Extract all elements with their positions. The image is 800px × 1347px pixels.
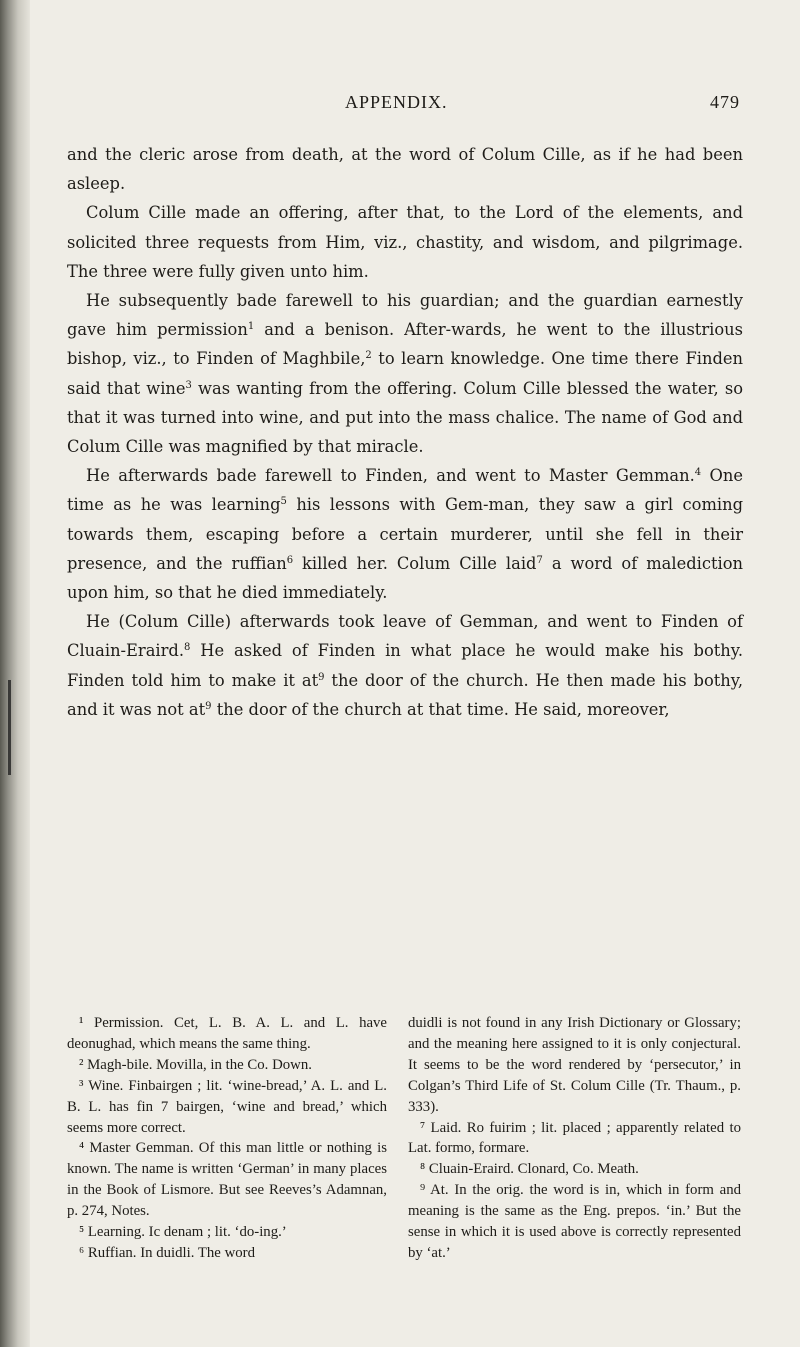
page-header	[345, 92, 740, 122]
footnote-5: ⁵ Learning. Ic denam ; lit. ‘do-ing.’	[79, 1224, 287, 1241]
footnote-ref-6: 6	[286, 554, 294, 566]
book-gutter-shadow	[0, 0, 30, 1347]
footnote-ref-4: 4	[694, 467, 702, 479]
footnote-ref-9: 9	[205, 700, 212, 712]
footnote-ref-3: 3	[185, 379, 192, 391]
footnote-6: ⁶ Ruffian. In duidli. The word	[79, 1244, 255, 1261]
text-segment: the door of the church at that time. He said, moreover,	[211, 699, 670, 719]
footnote-2: ² Magh-bile. Movilla, in the Co. Down.	[79, 1056, 312, 1073]
text-segment: the door of the church. He then made his bothy, and it was not at	[67, 670, 743, 719]
text-segment: killed her. Colum Cille laid	[293, 553, 537, 573]
footnote-ref-1: 1	[247, 321, 255, 333]
gutter-mark	[8, 680, 11, 775]
footnote-7: ⁷ Laid. Ro fuirim ; lit. placed ; apparently related to Lat. formo, formare.	[408, 1119, 741, 1157]
footnote-ref-5: 5	[280, 496, 287, 508]
footnote-ref-9: 9	[318, 671, 325, 683]
paragraph-5	[67, 607, 743, 724]
paragraph-2: Colum Cille made an offering, after that, to the Lord of the elements, and solicited three requests from Him, viz., chastity, and wisdom, and pilgrimage. The three were fully given unto him.	[67, 203, 743, 281]
footnote-1: ¹ Permission. Cet, L. B. A. L. and L. have deonughad, which means the same thing.	[67, 1015, 387, 1052]
running-title: APPENDIX.	[345, 92, 448, 112]
text-segment: and a benison. After-wards, he went to the illustrious bishop, viz., to Finden of Maghbile,	[67, 320, 743, 369]
text-segment: a word of malediction upon him, so that he died immediately.	[67, 553, 744, 603]
footnote-ref-8: 8	[184, 642, 191, 654]
footnotes	[67, 1013, 747, 1333]
footnotes-left-column	[67, 1013, 387, 1264]
text-segment: his lessons with Gem-man, they saw a girl coming towards them, escaping before a certain murderer, until she fell in their presence, and the ruffian	[67, 495, 743, 573]
text-segment: He afterwards bade farewell to Finden, and went to Master Gemman.	[86, 466, 695, 486]
text-segment: He asked of Finden in what place he would make his bothy. Finden told him to make it at	[67, 641, 743, 690]
footnote-6-continued: duidli is not found in any Irish Dictionary or Glossary; and the meaning here assigned to it is only conjectural. It seems to be the word rendered by ‘persecutor,’ in Colgan’s Third Life of St. Colum Cille (Tr. Thaum., p. 333).	[408, 1015, 741, 1115]
footnote-4: ⁴ Master Gemman. Of this man little or nothing is known. The name is written ‘German’ in many places in the Book of Lismore. But see Reeves’s Adamnan, p. 274, Notes.	[67, 1140, 387, 1220]
text-segment: was wanting from the offering. Colum Cille blessed the water, so that it was turned into wine, and put into the mass chalice. The name of God and Colum Cille was magnified by that miracle.	[67, 378, 744, 457]
text-segment: He subsequently bade farewell to his guardian; and the guardian earnestly gave him permission	[67, 291, 743, 340]
paragraph-3	[67, 286, 743, 461]
paragraph-4	[67, 461, 743, 607]
footnote-ref-2: 2	[365, 350, 372, 362]
main-text	[67, 140, 743, 724]
footnote-9: ⁹ At. In the orig. the word is in, which in form and meaning is the same as the Eng. prepos. ‘in.’ But the sense in which it is used above is correctly represented by ‘at.’	[408, 1182, 741, 1261]
footnotes-right-column	[408, 1013, 741, 1264]
paragraph-1: and the cleric arose from death, at the word of Colum Cille, as if he had been asleep.	[67, 145, 743, 194]
text-segment: to learn knowledge. One time there Finden said that wine	[67, 349, 743, 398]
footnote-ref-7: 7	[536, 554, 543, 566]
footnote-3: ³ Wine. Finbairgen ; lit. ‘wine-bread,’ A. L. and L. B. L. has fin 7 bairgen, ‘wine and bread,’ which seems more correct.	[67, 1077, 387, 1136]
footnote-8: ⁸ Cluain-Eraird. Clonard, Co. Meath.	[420, 1161, 639, 1178]
text-segment: He (Colum Cille) afterwards took leave of Gemman, and went to Finden of Cluain-Eraird.	[67, 612, 743, 661]
text-segment: One time as he was learning	[67, 466, 743, 515]
page-number: 479	[710, 92, 740, 112]
